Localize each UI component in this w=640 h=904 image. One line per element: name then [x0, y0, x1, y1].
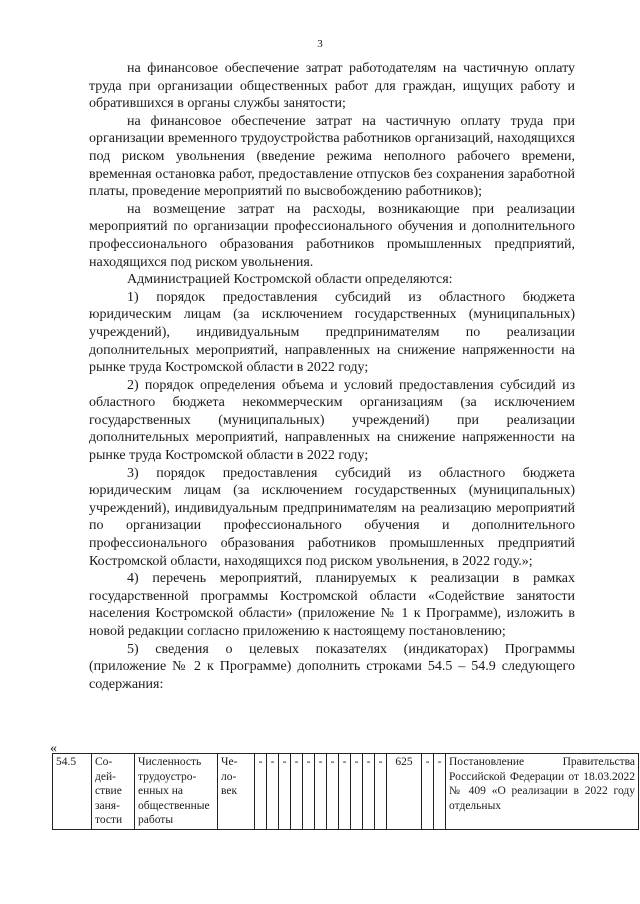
value-cell: - [315, 754, 327, 830]
table-row [53, 754, 639, 830]
page-number: 3 [317, 38, 323, 50]
value-cell: - [327, 754, 339, 830]
paragraph: Администрацией Костромской области определяются: [127, 272, 453, 288]
paragraph: 1) порядок предоставления субсидий из областного бюджета юридическим лицам (за исключением государственных (муниципальных) учреждений), индивидуальным предпринимателям по реализации дополнительных мероприятий, направленных на снижение напряженности на рынке труда Костромской области в 2022 году; [89, 289, 575, 376]
target-value-cell: 625 [387, 754, 422, 830]
value-cell: - [279, 754, 291, 830]
value-cell: - [267, 754, 279, 830]
indicators-table [52, 753, 639, 830]
value-cell: - [422, 754, 434, 830]
opening-quote-mark: « [50, 741, 57, 756]
paragraph: на финансовое обеспечение затрат работодателям на частичную оплату труда при организации общественных работ для граждан, ищущих работу и обратившихся в органы службы занятости; [89, 61, 575, 112]
value-cell: - [303, 754, 315, 830]
value-cell: - [291, 754, 303, 830]
value-cell: - [375, 754, 387, 830]
indicator-cell: Численность трудоустро-енных на общественные работы [135, 754, 218, 830]
value-cell: - [255, 754, 267, 830]
value-cell: - [339, 754, 351, 830]
value-cell: - [351, 754, 363, 830]
unit-cell: Че-ло-век [218, 754, 255, 830]
paragraph: 2) порядок определения объема и условий предоставления субсидий из областного бюджета некоммерческим организациям (за исключением государственных (муниципальных) учреждений) при реализации дополнительных мероприятий, направленных на снижение напряженности на рынке труда Костромской области в 2022 году; [89, 377, 575, 464]
value-cell: - [363, 754, 375, 830]
program-name-cell: Со-дей-ствие заня-тости [92, 754, 135, 830]
paragraph: 5) сведения о целевых показателях (индикаторах) Программы (приложение № 2 к Программе) дополнить строками 54.5 – 54.9 следующего содержания: [89, 641, 575, 692]
paragraph: 4) перечень мероприятий, планируемых к реализации в рамках государственной программы Костромской области «Содействие занятости населения Костромской области» (приложение № 1 к Программе), изложить в новой редакции согласно приложению к настоящему постановлению; [89, 571, 575, 639]
paragraph: на возмещение затрат на расходы, возникающие при реализации мероприятий по организации профессионального обучения и дополнительного профессионального образования работников промышленных предприятий, находящихся под риском увольнения. [89, 201, 575, 270]
value-cell: - [434, 754, 446, 830]
paragraph: 3) порядок предоставления субсидий из областного бюджета юридическим лицам (за исключением государственных (муниципальных) учреждений), индивидуальным предпринимателям на реализацию мероприятий по организации профессионального обучения и дополнительного профессионального образования работников промышленных предприятий Костромской области, находящихся под риском увольнения, в 2022 году.»; [89, 465, 575, 569]
row-number: 54.5 [53, 754, 92, 830]
source-document-cell: Постановление Правительства Российской Федерации от 18.03.2022 № 409 «О реализации в 2022 году отдельных [446, 754, 639, 830]
document-body [89, 60, 575, 693]
paragraph: на финансовое обеспечение затрат на частичную оплату труда при организации временного трудоустройства работников организаций, находящихся под риском увольнения (введение режима неполного рабочего времени, временная остановка работ, предоставление отпусков без сохранения заработной платы, проведение мероприятий по высвобождению работников); [89, 113, 575, 200]
